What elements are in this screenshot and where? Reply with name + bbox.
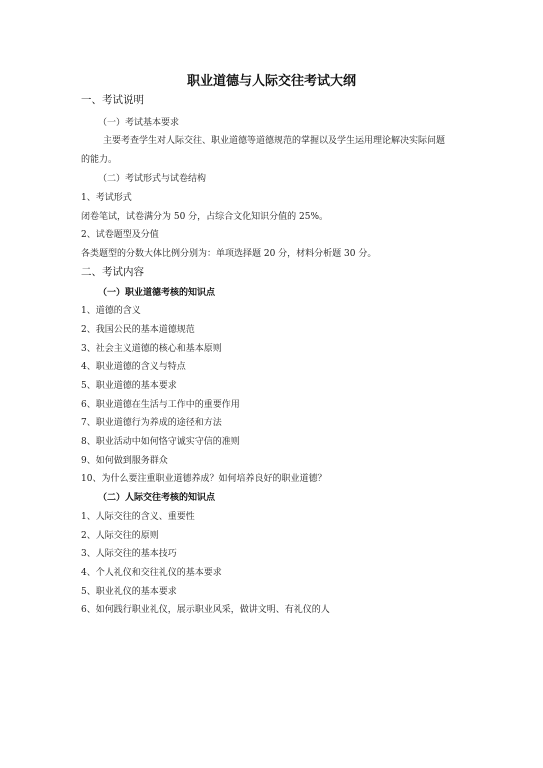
- list-item: 5、职业礼仪的基本要求: [81, 587, 177, 597]
- list-item: 2、人际交往的原则: [81, 531, 159, 541]
- list-item: 10、为什么要注重职业道德养成？如何培养良好的职业道德？: [81, 474, 327, 484]
- list-item-exam-form: 1、考试形式: [81, 193, 132, 203]
- subheading-exam-format: （二）考试形式与试卷结构: [98, 174, 207, 184]
- document-title: 职业道德与人际交往考试大纲: [186, 74, 356, 89]
- subheading-basic-requirements: （一）考试基本要求: [98, 118, 180, 128]
- list-item: 3、人际交往的基本技巧: [81, 549, 177, 559]
- list-item: 1、人际交往的含义、重要性: [81, 512, 195, 522]
- list-item: 8、职业活动中如何恪守诚实守信的准则: [81, 437, 240, 447]
- list-item: 3、社会主义道德的核心和基本原则: [81, 344, 222, 354]
- list-item: 4、个人礼仪和交往礼仪的基本要求: [81, 568, 222, 578]
- list-item: 7、职业道德行为养成的途径和方法: [81, 418, 222, 428]
- list-item-question-types: 2、试卷题型及分值: [81, 230, 159, 240]
- paragraph-question-types: 各类题型的分数大体比例分别为：单项选择题 20 分，材料分析题 30 分。: [81, 249, 377, 259]
- list-item: 4、职业道德的含义与特点: [81, 362, 186, 372]
- list-item: 5、职业道德的基本要求: [81, 381, 177, 391]
- section-heading-exam-description: 一、考试说明: [81, 94, 144, 106]
- list-item: 2、我国公民的基本道德规范: [81, 325, 195, 335]
- list-item: 1、道德的含义: [81, 306, 141, 316]
- list-item: 6、如何践行职业礼仪，展示职业风采，做讲文明、有礼仪的人: [81, 605, 330, 615]
- list-item: 9、如何做到服务群众: [81, 456, 168, 466]
- subheading-interpersonal: （二）人际交往考核的知识点: [98, 493, 216, 503]
- section-heading-exam-content: 二、考试内容: [81, 266, 144, 278]
- list-item: 6、职业道德在生活与工作中的重要作用: [81, 400, 240, 410]
- paragraph-requirements-line-2: 的能力。: [81, 155, 118, 165]
- subheading-professional-ethics: （一）职业道德考核的知识点: [98, 288, 216, 298]
- paragraph-requirements-line-1: 主要考查学生对人际交往、职业道德等道德规范的掌握以及学生运用理论解决实际问题: [103, 136, 446, 146]
- paragraph-exam-form: 闭卷笔试，试卷满分为 50 分，占综合文化知识分值的 25%。: [81, 212, 329, 222]
